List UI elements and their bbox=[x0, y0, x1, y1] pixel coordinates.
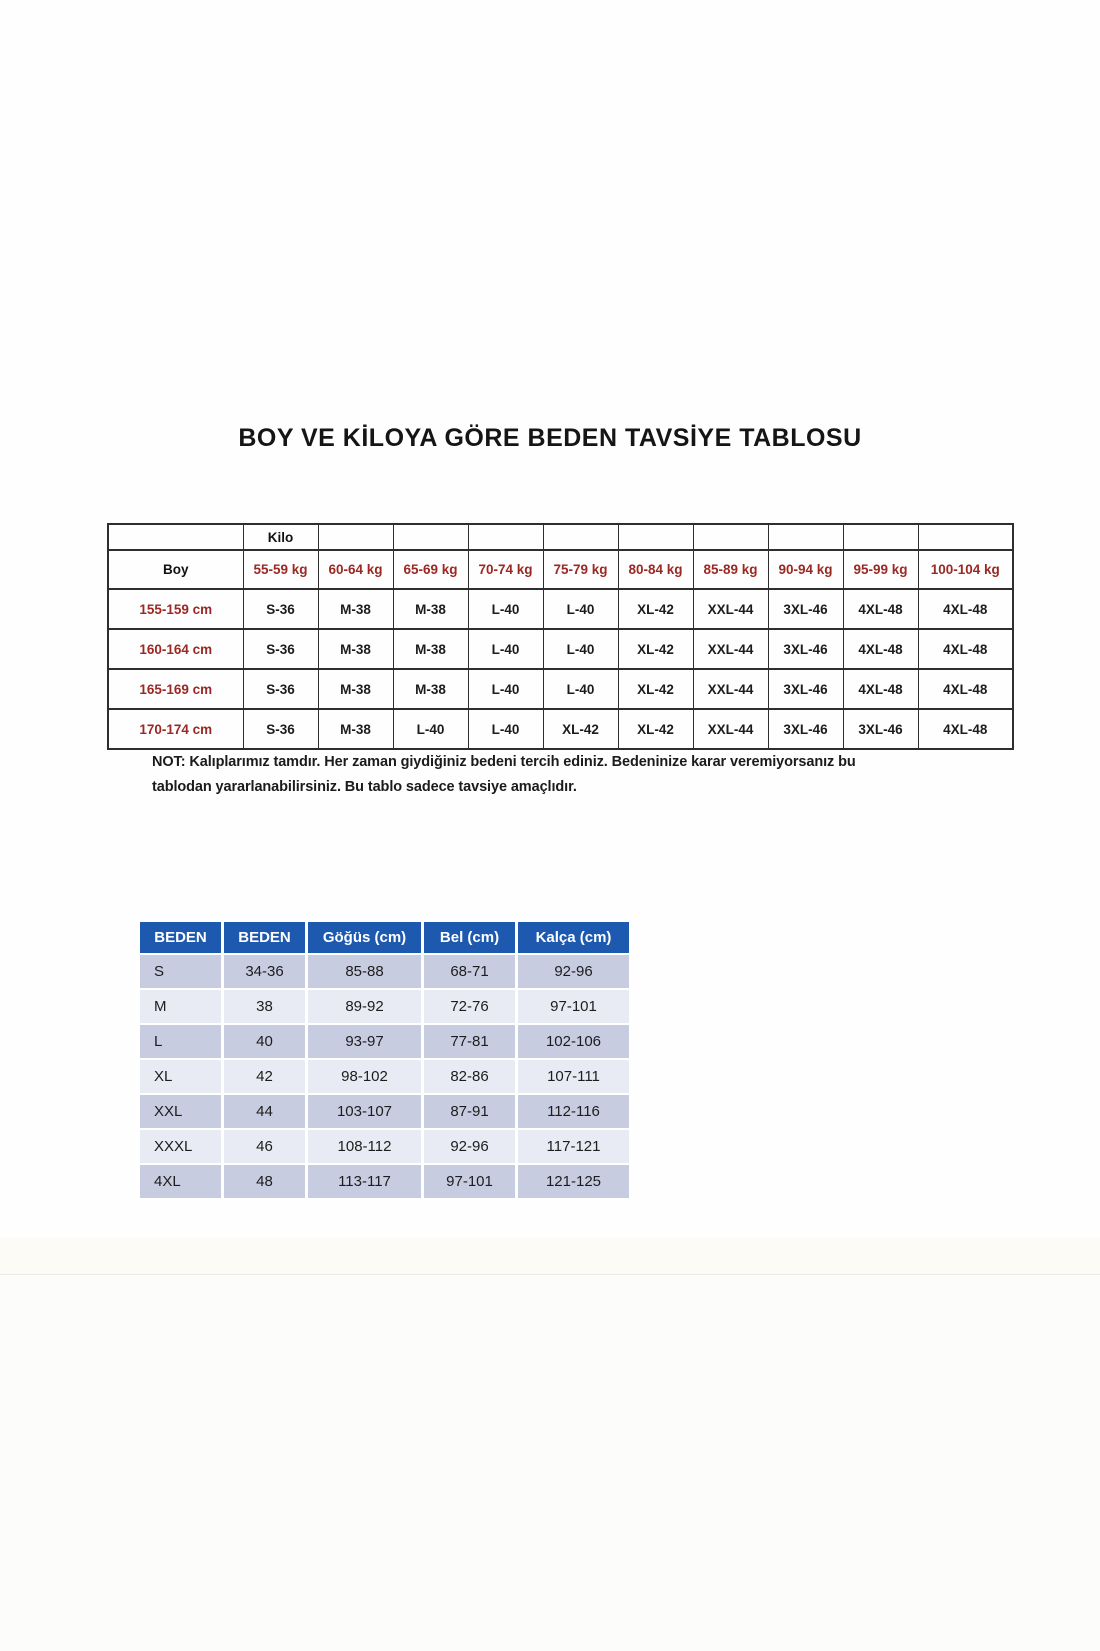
size-value-cell: S-36 bbox=[243, 669, 318, 709]
size-value-cell: 4XL-48 bbox=[843, 629, 918, 669]
size-value-cell: 4XL-48 bbox=[843, 669, 918, 709]
measurement-value-cell: 93-97 bbox=[307, 1024, 423, 1059]
measurement-value-cell: 48 bbox=[223, 1164, 307, 1199]
measurement-value-cell: 121-125 bbox=[517, 1164, 631, 1199]
empty-cell bbox=[393, 524, 468, 550]
measurement-value-cell: 97-101 bbox=[423, 1164, 517, 1199]
size-value-cell: M-38 bbox=[318, 669, 393, 709]
measurement-column-header: Bel (cm) bbox=[423, 921, 517, 954]
measurement-column-header: Kalça (cm) bbox=[517, 921, 631, 954]
measurement-value-cell: 72-76 bbox=[423, 989, 517, 1024]
size-name-cell: L bbox=[139, 1024, 223, 1059]
size-name-cell: M bbox=[139, 989, 223, 1024]
empty-cell bbox=[543, 524, 618, 550]
weight-range-header: 65-69 kg bbox=[393, 550, 468, 589]
size-value-cell: M-38 bbox=[318, 709, 393, 749]
size-value-cell: 3XL-46 bbox=[768, 669, 843, 709]
measurement-value-cell: 103-107 bbox=[307, 1094, 423, 1129]
measurement-table-body bbox=[139, 954, 631, 1199]
measurement-value-cell: 108-112 bbox=[307, 1129, 423, 1164]
size-value-cell: 4XL-48 bbox=[918, 589, 1013, 629]
height-row bbox=[108, 629, 1013, 669]
empty-cell bbox=[618, 524, 693, 550]
measurement-table-header bbox=[139, 921, 631, 954]
size-value-cell: XXL-44 bbox=[693, 629, 768, 669]
height-weight-table-body bbox=[108, 589, 1013, 749]
measurement-row bbox=[139, 1164, 631, 1199]
weight-range-header: 80-84 kg bbox=[618, 550, 693, 589]
measurement-value-cell: 44 bbox=[223, 1094, 307, 1129]
weight-range-header: 60-64 kg bbox=[318, 550, 393, 589]
measurement-value-cell: 34-36 bbox=[223, 954, 307, 989]
note-label: NOT: bbox=[152, 754, 186, 770]
size-value-cell: L-40 bbox=[468, 589, 543, 629]
size-name-cell: XL bbox=[139, 1059, 223, 1094]
measurement-value-cell: 40 bbox=[223, 1024, 307, 1059]
height-range-cell: 170-174 cm bbox=[108, 709, 243, 749]
size-value-cell: XXL-44 bbox=[693, 589, 768, 629]
size-value-cell: 3XL-46 bbox=[768, 709, 843, 749]
height-range-cell: 165-169 cm bbox=[108, 669, 243, 709]
measurement-value-cell: 117-121 bbox=[517, 1129, 631, 1164]
kilo-label-row bbox=[108, 524, 1013, 550]
measurement-value-cell: 82-86 bbox=[423, 1059, 517, 1094]
size-value-cell: S-36 bbox=[243, 709, 318, 749]
size-value-cell: 3XL-46 bbox=[843, 709, 918, 749]
height-row bbox=[108, 709, 1013, 749]
kilo-header: Kilo bbox=[243, 524, 318, 550]
measurement-value-cell: 98-102 bbox=[307, 1059, 423, 1094]
size-name-cell: 4XL bbox=[139, 1164, 223, 1199]
measurement-row bbox=[139, 1094, 631, 1129]
background-band-upper bbox=[0, 1238, 1100, 1274]
size-value-cell: L-40 bbox=[543, 629, 618, 669]
size-value-cell: L-40 bbox=[468, 669, 543, 709]
size-name-cell: S bbox=[139, 954, 223, 989]
empty-cell bbox=[108, 524, 243, 550]
weight-range-header: 70-74 kg bbox=[468, 550, 543, 589]
size-value-cell: XXL-44 bbox=[693, 669, 768, 709]
empty-cell bbox=[843, 524, 918, 550]
height-range-cell: 155-159 cm bbox=[108, 589, 243, 629]
size-value-cell: L-40 bbox=[468, 709, 543, 749]
measurement-value-cell: 68-71 bbox=[423, 954, 517, 989]
size-value-cell: XL-42 bbox=[618, 669, 693, 709]
size-value-cell: S-36 bbox=[243, 589, 318, 629]
measurement-header-row bbox=[139, 921, 631, 954]
size-value-cell: 4XL-48 bbox=[843, 589, 918, 629]
height-weight-table-header bbox=[108, 524, 1013, 589]
measurement-row bbox=[139, 1129, 631, 1164]
height-row bbox=[108, 669, 1013, 709]
size-value-cell: L-40 bbox=[468, 629, 543, 669]
empty-cell bbox=[468, 524, 543, 550]
size-value-cell: XL-42 bbox=[618, 629, 693, 669]
weight-range-header: 95-99 kg bbox=[843, 550, 918, 589]
height-weight-size-table bbox=[107, 523, 1014, 750]
measurement-column-header: BEDEN bbox=[223, 921, 307, 954]
measurement-value-cell: 107-111 bbox=[517, 1059, 631, 1094]
measurement-row bbox=[139, 989, 631, 1024]
size-value-cell: L-40 bbox=[543, 589, 618, 629]
measurement-table bbox=[137, 920, 632, 1200]
size-name-cell: XXL bbox=[139, 1094, 223, 1129]
note-text bbox=[152, 750, 894, 800]
empty-cell bbox=[318, 524, 393, 550]
background-band-lower bbox=[0, 1274, 1100, 1651]
size-value-cell: M-38 bbox=[393, 629, 468, 669]
measurement-row bbox=[139, 1024, 631, 1059]
measurement-row bbox=[139, 1059, 631, 1094]
weight-range-header: 100-104 kg bbox=[918, 550, 1013, 589]
measurement-row bbox=[139, 954, 631, 989]
size-value-cell: M-38 bbox=[393, 589, 468, 629]
size-name-cell: XXXL bbox=[139, 1129, 223, 1164]
measurement-value-cell: 46 bbox=[223, 1129, 307, 1164]
empty-cell bbox=[918, 524, 1013, 550]
size-value-cell: S-36 bbox=[243, 629, 318, 669]
measurement-value-cell: 112-116 bbox=[517, 1094, 631, 1129]
boy-header: Boy bbox=[108, 550, 243, 589]
size-value-cell: M-38 bbox=[318, 589, 393, 629]
size-value-cell: 4XL-48 bbox=[918, 669, 1013, 709]
height-row bbox=[108, 589, 1013, 629]
size-value-cell: XL-42 bbox=[543, 709, 618, 749]
empty-cell bbox=[768, 524, 843, 550]
size-value-cell: 3XL-46 bbox=[768, 629, 843, 669]
measurement-value-cell: 42 bbox=[223, 1059, 307, 1094]
measurement-column-header: Göğüs (cm) bbox=[307, 921, 423, 954]
weight-range-header: 75-79 kg bbox=[543, 550, 618, 589]
measurement-value-cell: 89-92 bbox=[307, 989, 423, 1024]
measurement-value-cell: 38 bbox=[223, 989, 307, 1024]
measurement-value-cell: 87-91 bbox=[423, 1094, 517, 1129]
size-value-cell: 4XL-48 bbox=[918, 709, 1013, 749]
weight-range-header: 55-59 kg bbox=[243, 550, 318, 589]
weight-header-row bbox=[108, 550, 1013, 589]
size-value-cell: 4XL-48 bbox=[918, 629, 1013, 669]
size-value-cell: XL-42 bbox=[618, 589, 693, 629]
measurement-value-cell: 102-106 bbox=[517, 1024, 631, 1059]
size-value-cell: M-38 bbox=[318, 629, 393, 669]
size-value-cell: L-40 bbox=[393, 709, 468, 749]
page-title: BOY VE KİLOYA GÖRE BEDEN TAVSİYE TABLOSU bbox=[238, 424, 862, 452]
weight-range-header: 85-89 kg bbox=[693, 550, 768, 589]
size-value-cell: M-38 bbox=[393, 669, 468, 709]
measurement-value-cell: 113-117 bbox=[307, 1164, 423, 1199]
weight-range-header: 90-94 kg bbox=[768, 550, 843, 589]
empty-cell bbox=[693, 524, 768, 550]
measurement-value-cell: 92-96 bbox=[517, 954, 631, 989]
measurement-value-cell: 92-96 bbox=[423, 1129, 517, 1164]
measurement-value-cell: 85-88 bbox=[307, 954, 423, 989]
height-range-cell: 160-164 cm bbox=[108, 629, 243, 669]
size-value-cell: L-40 bbox=[543, 669, 618, 709]
measurement-column-header: BEDEN bbox=[139, 921, 223, 954]
size-value-cell: XXL-44 bbox=[693, 709, 768, 749]
note-body: Kalıplarımız tamdır. Her zaman giydiğiniz bedeni tercih ediniz. Bedeninize karar veremiyorsanız bu tablodan yararlanabilirsiniz. Bu tablo sadece tavsiye amaçlıdır. bbox=[152, 754, 856, 795]
measurement-value-cell: 77-81 bbox=[423, 1024, 517, 1059]
size-value-cell: 3XL-46 bbox=[768, 589, 843, 629]
size-value-cell: XL-42 bbox=[618, 709, 693, 749]
measurement-value-cell: 97-101 bbox=[517, 989, 631, 1024]
